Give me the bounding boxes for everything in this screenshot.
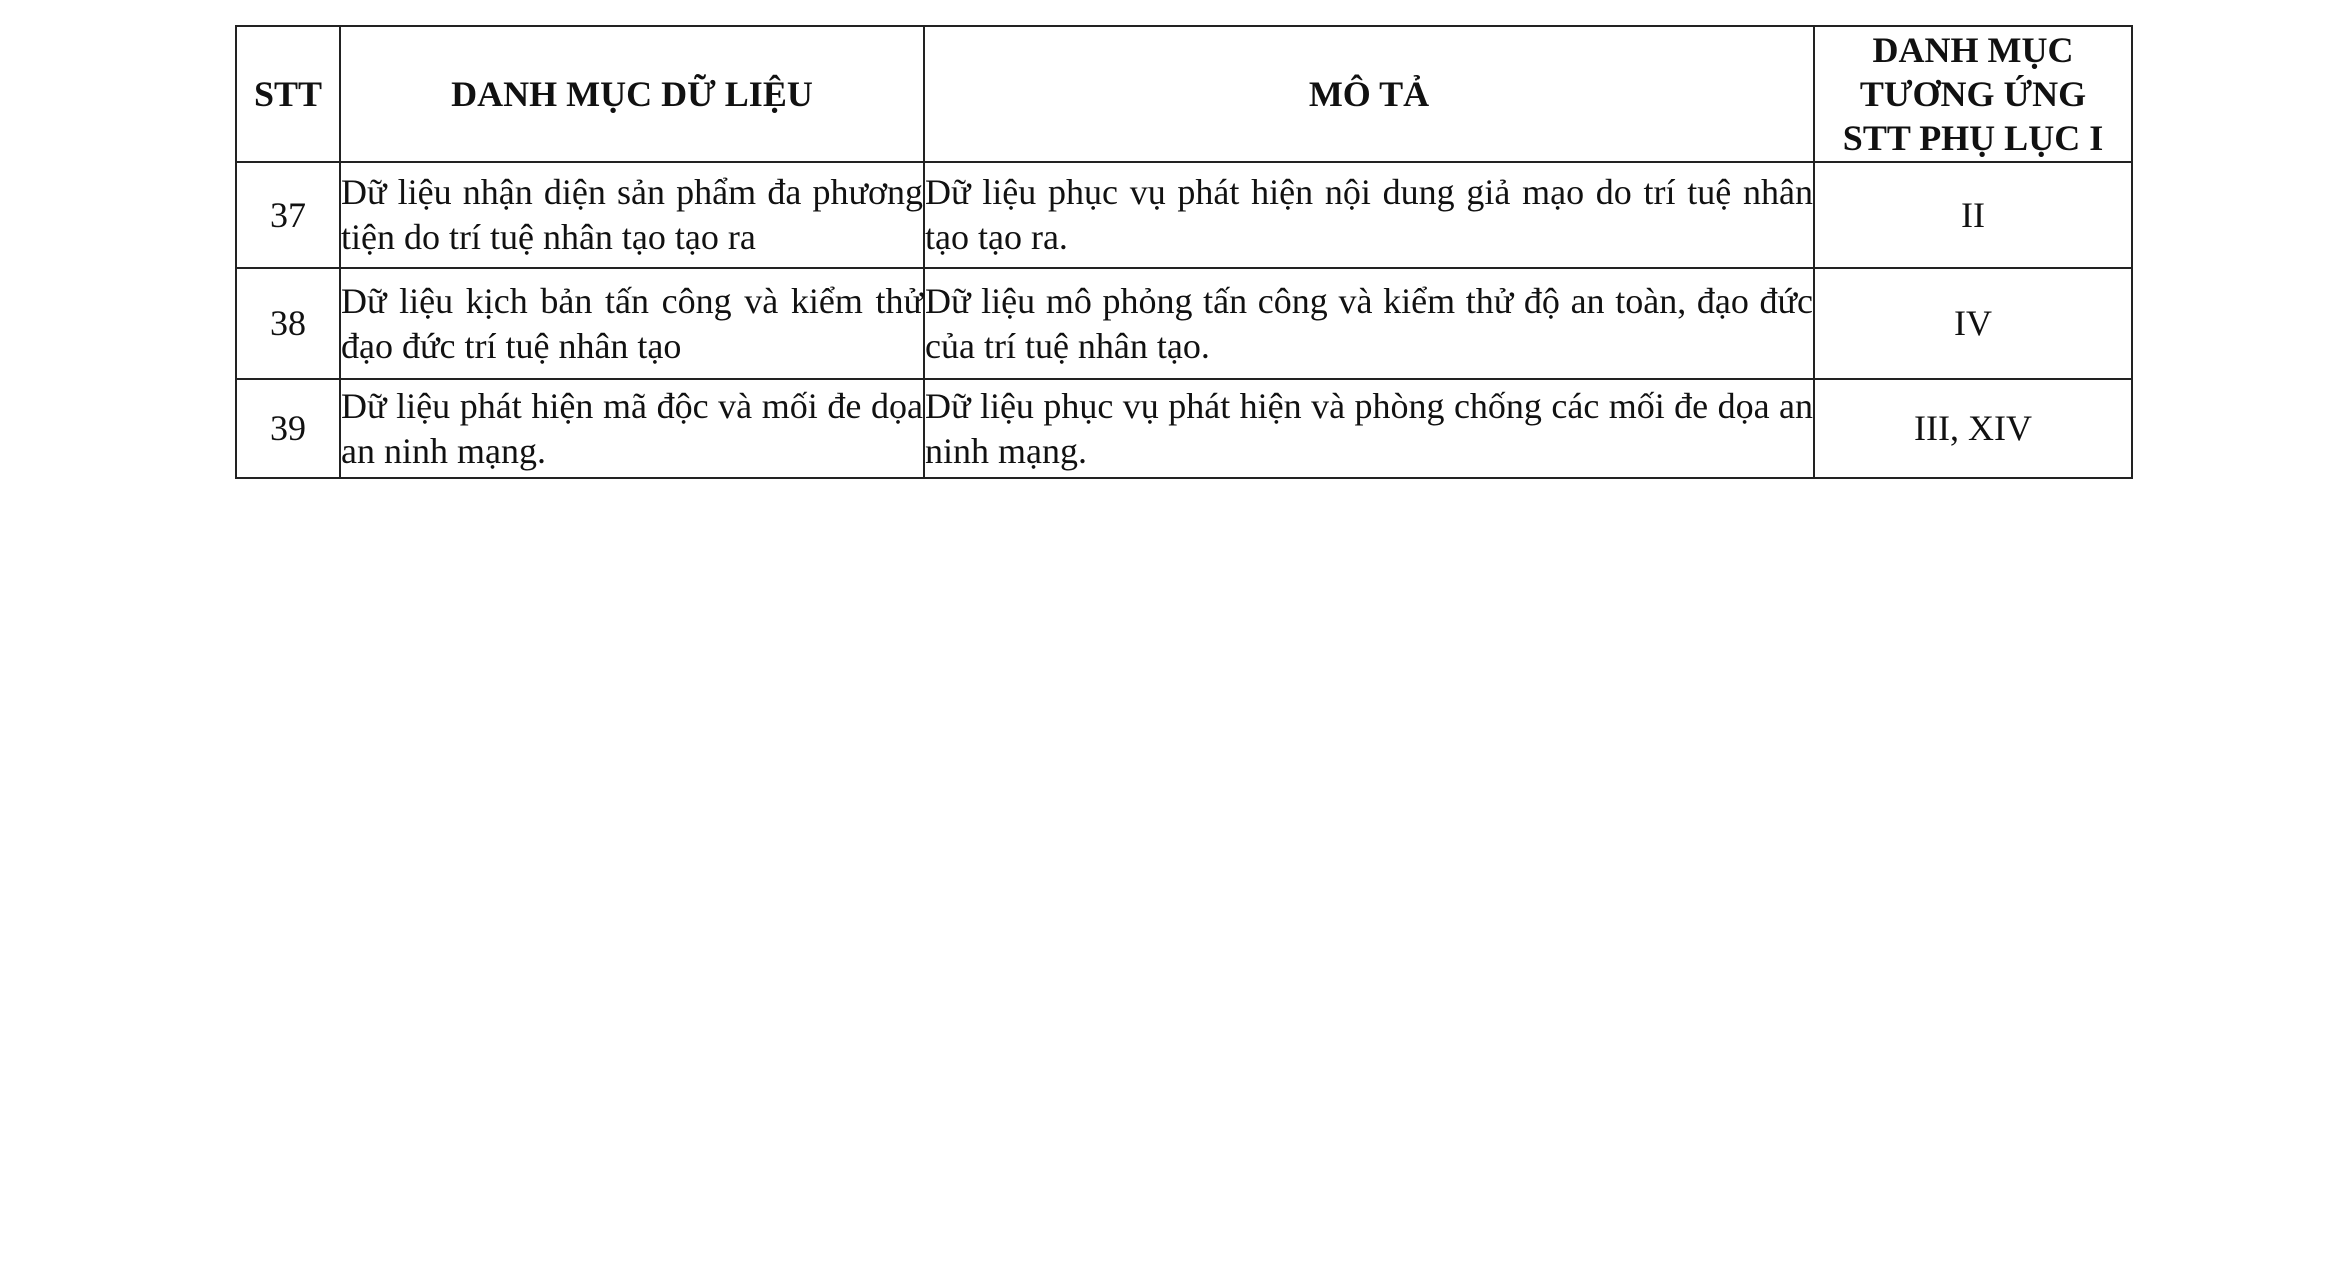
row-reference: II <box>1814 162 2132 268</box>
table-header <box>236 26 2132 162</box>
row-stt: 37 <box>236 162 340 268</box>
row-reference: IV <box>1814 268 2132 379</box>
table-row <box>236 379 2132 478</box>
header-stt: STT <box>236 26 340 162</box>
table-body <box>236 162 2132 478</box>
row-stt: 39 <box>236 379 340 478</box>
row-category: Dữ liệu phát hiện mã độc và mối đe dọa an ninh mạng. <box>340 379 924 478</box>
header-reference-line1: DANH MỤC <box>1872 30 2074 70</box>
row-stt: 38 <box>236 268 340 379</box>
header-reference-line2: TƯƠNG ỨNG <box>1859 74 2087 114</box>
row-category: Dữ liệu nhận diện sản phẩm đa phương tiện do trí tuệ nhân tạo tạo ra <box>340 162 924 268</box>
row-category: Dữ liệu kịch bản tấn công và kiểm thử đạo đức trí tuệ nhân tạo <box>340 268 924 379</box>
data-catalog-table <box>235 25 2133 479</box>
header-reference <box>1814 26 2132 162</box>
table-row <box>236 162 2132 268</box>
row-description: Dữ liệu mô phỏng tấn công và kiểm thử độ an toàn, đạo đức của trí tuệ nhân tạo. <box>924 268 1814 379</box>
row-description: Dữ liệu phục vụ phát hiện nội dung giả mạo do trí tuệ nhân tạo tạo ra. <box>924 162 1814 268</box>
row-reference: III, XIV <box>1814 379 2132 478</box>
header-reference-line3: STT PHỤ LỤC I <box>1842 118 2104 158</box>
header-category: DANH MỤC DỮ LIỆU <box>340 26 924 162</box>
header-description: MÔ TẢ <box>924 26 1814 162</box>
row-description: Dữ liệu phục vụ phát hiện và phòng chống các mối đe dọa an ninh mạng. <box>924 379 1814 478</box>
table-row <box>236 268 2132 379</box>
header-row <box>236 26 2132 162</box>
